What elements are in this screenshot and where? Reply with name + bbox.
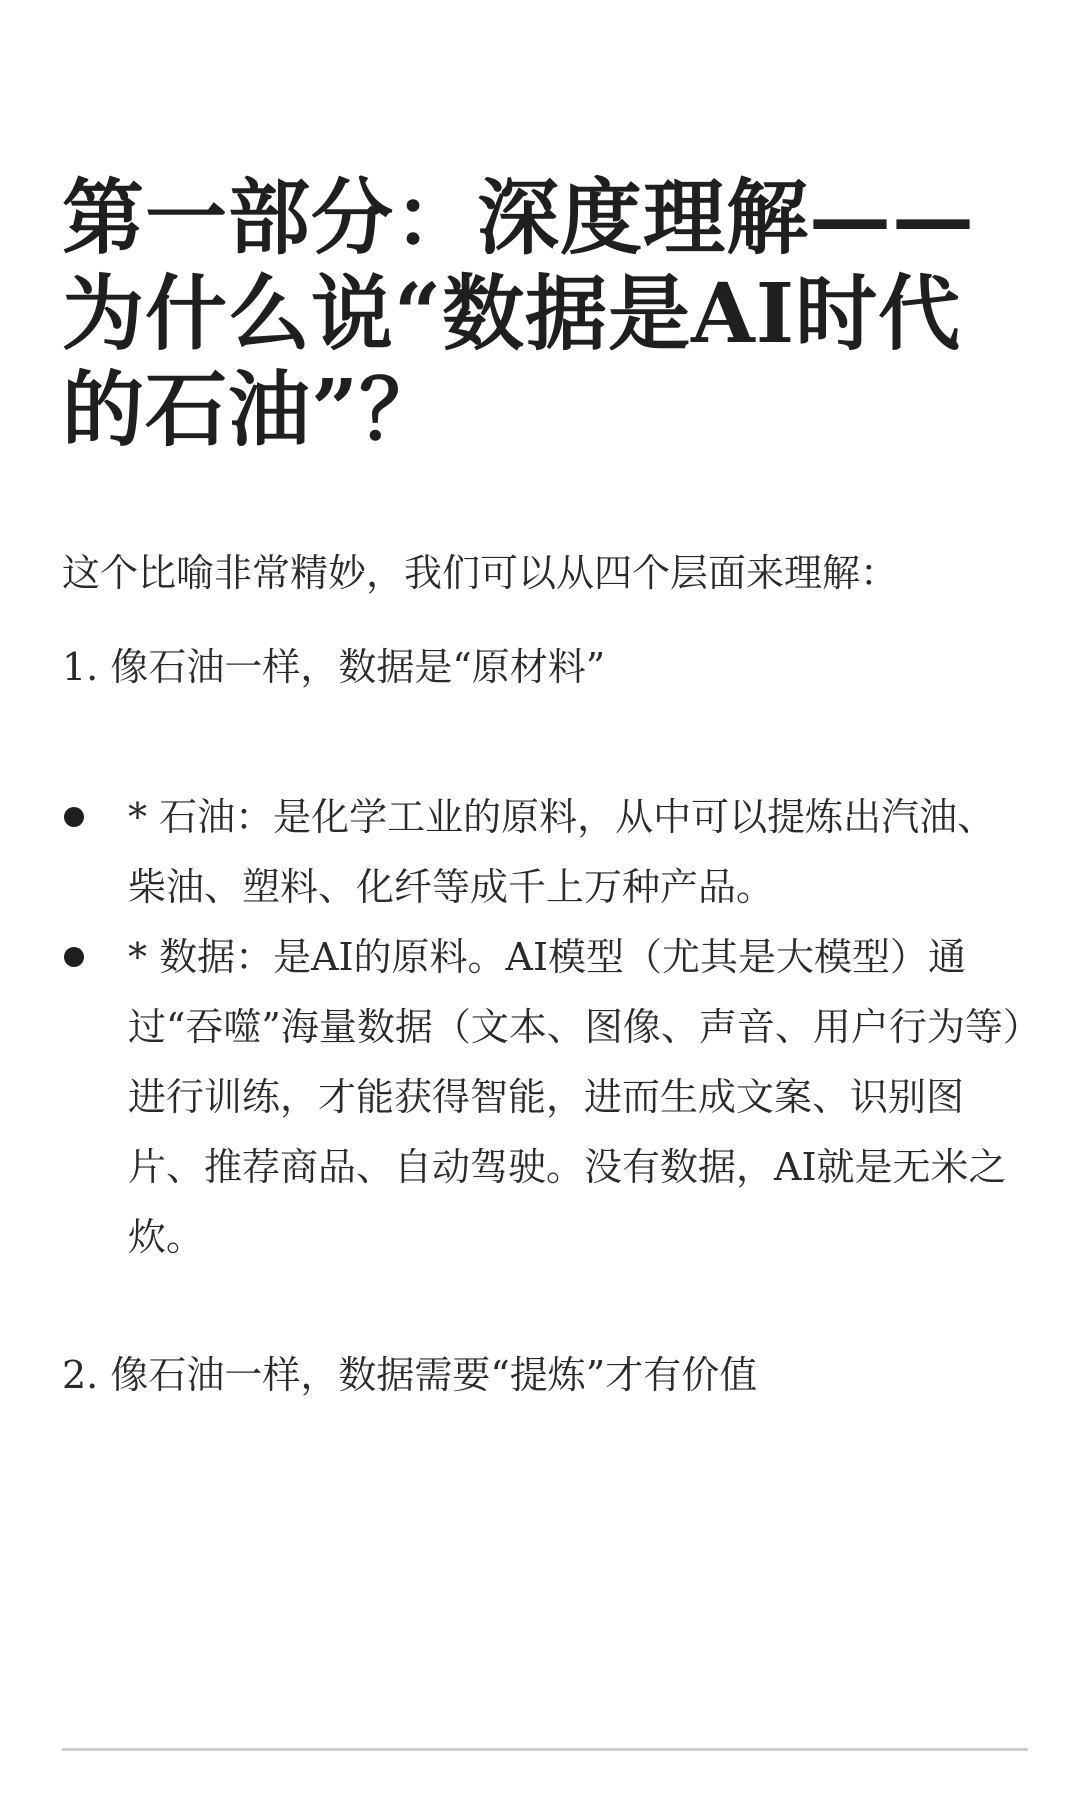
article-heading: 第一部分：深度理解——为什么说“数据是AI时代的石油”？ [62,170,976,458]
bullet-dot-icon [64,807,84,827]
bullet-list [62,782,1028,1272]
bottom-divider [62,1748,1028,1751]
section-2-title: 2. 像石油一样，数据需要“提炼”才有价值 [62,1353,758,1397]
bullet-dot-icon [64,947,84,967]
bullet-text: * 石油：是化学工业的原料，从中可以提炼出汽油、柴油、塑料、化纤等成千上万种产品。 [128,795,996,909]
section-1-title: 1. 像石油一样，数据是“原材料” [62,645,606,689]
list-item [62,922,1028,1272]
intro-paragraph: 这个比喻非常精妙，我们可以从四个层面来理解： [62,551,899,595]
list-item [62,782,1028,922]
bullet-text: * 数据：是AI的原料。AI模型（尤其是大模型）通过“吞噬”海量数据（文本、图像、声音、用户行为等）进行训练，才能获得智能，进而生成文案、识别图片、推荐商品、自动驾驶。没有数据，AI就是无米之炊。 [128,935,1022,1259]
